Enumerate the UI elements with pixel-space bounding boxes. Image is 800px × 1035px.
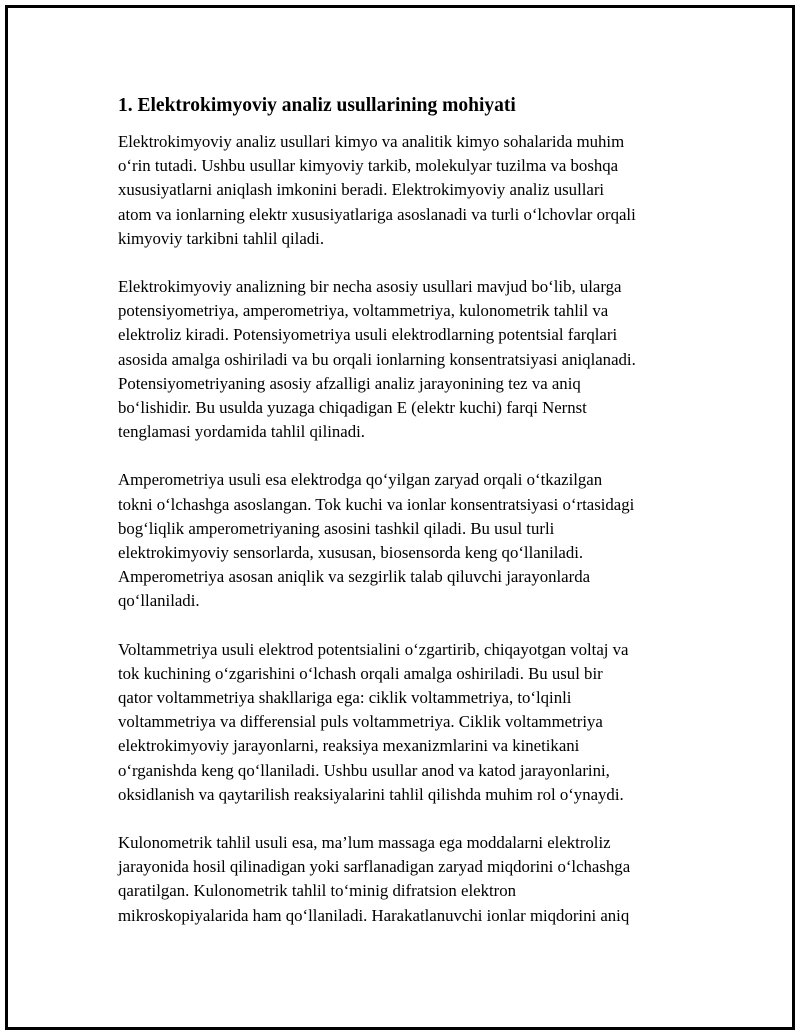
paragraph-line: qator voltammetriya shakllariga ega: ciklik voltammetriya, to‘lqinli xyxy=(118,688,572,708)
paragraph-5 xyxy=(118,831,690,928)
paragraph-line: Amperometriya asosan aniqlik va sezgirlik talab qiluvchi jarayonlarda xyxy=(118,567,591,587)
section-heading: 1. Elektrokimyoviy analiz usullarining mohiyati xyxy=(118,95,516,116)
paragraph-line: atom va ionlarning elektr xususiyatlariga asoslanadi va turli o‘lchovlar orqali xyxy=(118,204,636,224)
paragraph-line: qaratilgan. Kulonometrik tahlil to‘minig difratsion elektron xyxy=(118,881,516,901)
paragraph-line: elektroliz kiradi. Potensiyometriya usuli elektrodlarning potentsial farqlari xyxy=(118,325,618,345)
paragraph-line: tokni o‘lchashga asoslangan. Tok kuchi va ionlar konsentratsiyasi o‘rtasidagi xyxy=(118,494,635,514)
paragraph-line: bo‘lishidir. Bu usulda yuzaga chiqadigan E (elektr kuchi) farqi Nernst xyxy=(118,398,587,418)
paragraph-line: kimyoviy tarkibni tahlil qiladi. xyxy=(118,228,325,248)
paragraph-line: elektrokimyoviy sensorlarda, xususan, biosensorda keng qo‘llaniladi. xyxy=(118,543,584,563)
paragraph-line: oksidlanish va qaytarilish reaksiyalarini tahlil qilishda muhim rol o‘ynaydi. xyxy=(118,784,624,804)
paragraph-line: jarayonida hosil qilinadigan yoki sarflanadigan zaryad miqdorini o‘lchashga xyxy=(118,857,631,877)
paragraph-line: elektrokimyoviy jarayonlarni, reaksiya mexanizmlarini va kinetikani xyxy=(118,736,580,756)
paragraph-line: Kulonometrik tahlil usuli esa, ma’lum massaga ega moddalarni elektroliz xyxy=(118,833,611,853)
document-body xyxy=(118,92,690,952)
paragraph-2 xyxy=(118,275,690,444)
paragraph-3 xyxy=(118,468,690,613)
paragraph-line: bog‘liqlik amperometriyaning asosini tashkil qiladi. Bu usul turli xyxy=(118,518,555,538)
paragraph-line: asosida amalga oshiriladi va bu orqali ionlarning konsentratsiyasi aniqlanadi. xyxy=(118,349,636,369)
paragraph-line: tok kuchining o‘zgarishini o‘lchash orqali amalga oshiriladi. Bu usul bir xyxy=(118,663,603,683)
paragraph-line: Amperometriya usuli esa elektrodga qo‘yilgan zaryad orqali o‘tkazilgan xyxy=(118,470,603,490)
paragraph-line: potensiyometriya, amperometriya, voltammetriya, kulonometrik tahlil va xyxy=(118,301,609,321)
paragraph-line: tenglamasi yordamida tahlil qilinadi. xyxy=(118,422,365,442)
paragraph-4 xyxy=(118,638,690,807)
paragraph-1 xyxy=(118,130,690,251)
paragraph-line: Voltammetriya usuli elektrod potentsialini o‘zgartirib, chiqayotgan voltaj va xyxy=(118,639,629,659)
paragraph-line: Elektrokimyoviy analiz usullari kimyo va analitik kimyo sohalarida muhim xyxy=(118,132,625,151)
paragraph-line: qo‘llaniladi. xyxy=(118,591,200,611)
paragraph-line: mikroskopiyalarida ham qo‘llaniladi. Harakatlanuvchi ionlar miqdorini aniq xyxy=(118,905,630,925)
paragraph-line: o‘rin tutadi. Ushbu usullar kimyoviy tarkib, molekulyar tuzilma va boshqa xyxy=(118,156,619,176)
paragraph-line: xususiyatlarni aniqlash imkonini beradi. Elektrokimyoviy analiz usullari xyxy=(118,180,605,200)
paragraph-line: Potensiyometriyaning asosiy afzalligi analiz jarayonining tez va aniq xyxy=(118,373,581,393)
paragraph-line: voltammetriya va differensial puls voltammetriya. Ciklik voltammetriya xyxy=(118,712,603,732)
paragraph-line: Elektrokimyoviy analizning bir necha asosiy usullari mavjud bo‘lib, ularga xyxy=(118,277,622,297)
paragraph-line: o‘rganishda keng qo‘llaniladi. Ushbu usullar anod va katod jarayonlarini, xyxy=(118,760,610,780)
